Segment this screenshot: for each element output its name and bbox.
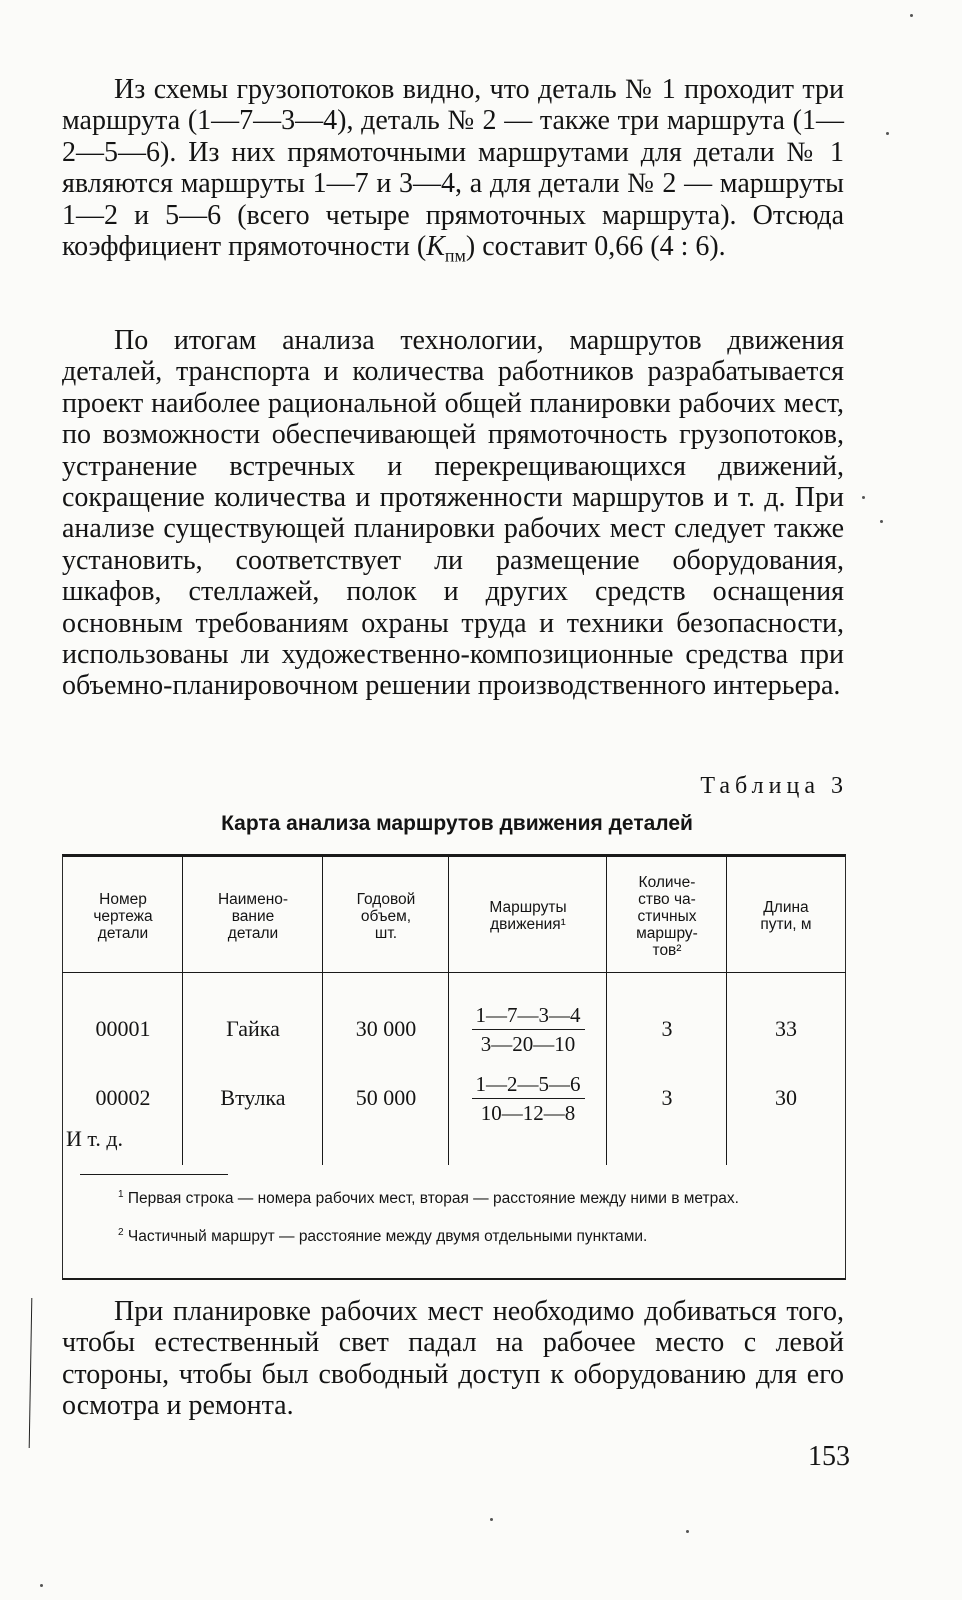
cell-route	[450, 1067, 606, 1129]
cell-length: 33	[775, 1016, 797, 1041]
scan-speck	[886, 132, 889, 135]
table-column-rule	[726, 857, 727, 1165]
cell-length: 30	[775, 1085, 797, 1110]
header-routes: Маршруты движения¹	[489, 899, 567, 933]
cell-count: 3	[661, 1085, 673, 1110]
table-column-rule	[448, 857, 449, 1165]
cell-number: 00001	[95, 1016, 151, 1041]
cell-count: 3	[661, 1016, 673, 1041]
header-annual-volume: Годовой объем, шт.	[356, 890, 416, 942]
table-column-rule	[322, 857, 323, 1165]
scan-speck	[910, 14, 913, 17]
table-title: Карта анализа маршрутов движения деталей	[221, 812, 693, 835]
table-header-rule	[62, 972, 846, 973]
coefficient-symbol: K	[426, 231, 445, 263]
cell-volume: 50 000	[355, 1085, 417, 1110]
margin-pencil-mark	[29, 1298, 33, 1448]
header-part-name: Наимено- вание детали	[217, 890, 289, 942]
page-number: 153	[808, 1441, 850, 1472]
scan-speck	[880, 520, 883, 523]
route-workplaces: 1—7—3—4	[472, 1003, 585, 1030]
scan-speck	[40, 1584, 43, 1587]
cell-route	[450, 998, 606, 1060]
paragraph-3: При планировке рабочих мест необходимо добиваться того, чтобы естественный свет падал на рабочее место с левой стороны, чтобы был свободный доступ к оборудованию для его осмотра и ремонта.	[62, 1296, 844, 1422]
paragraph-1: Из схемы грузопотоков видно, что деталь № 1 проходит три маршрута (1—7—3—4), деталь № 2 — также три маршрута (1—2—5—6). Из них прямоточными маршрутами для детали № 1 являются маршруты 1—7 и 3—4, а для детали № 2 — маршруты 1—2 и 5—6 (всего четыре прямоточных маршрута). Отсюда коэффициент прямоточности $(K_{пм})$ составит 0,66 (4 : 6).	[62, 74, 844, 266]
paragraph-2: По итогам анализа технологии, маршрутов движения деталей, транспорта и количества работников разрабатывается проект наиболее рациональной общей планировки рабочих мест, по возможности обеспечивающей прямоточность грузопотоков, устранение встречных и перекрещивающихся движений, сокращение количества и протяженности маршрутов и т. д. При анализе существующей планировки рабочих мест следует также установить, соответствует ли размещение оборудования, шкафов, стеллажей, полок и других средств оснащения основным требованиям охраны труда и техники безопасности, использованы ли художественно-композиционные средства при объемно-планировочном решении производственного интерьера.	[62, 325, 844, 702]
header-drawing-number: Номер чертежа детали	[93, 890, 153, 942]
coefficient-subscript: пм	[444, 245, 466, 266]
cell-volume: 30 000	[355, 1016, 417, 1041]
footnote-2: $^2$ Частичный маршрут — расстояние между двумя отдельными пунктами.	[118, 1227, 648, 1246]
route-distances: 3—20—10	[480, 1031, 576, 1056]
footnote-1: $^1$ Первая строка — номера рабочих мест, вторая — расстояние между ними в метрах.	[118, 1189, 739, 1208]
table-column-rule	[182, 857, 183, 1165]
scan-speck	[686, 1530, 689, 1533]
header-partial-routes-count: Количе- ство ча- стичных маршру- тов²	[636, 873, 698, 959]
scan-speck	[490, 1518, 493, 1521]
table-caption: Таблица 3	[700, 773, 848, 799]
table-etc: И т. д.	[66, 1126, 124, 1151]
cell-name: Втулка	[220, 1085, 286, 1110]
route-distances: 10—12—8	[480, 1100, 576, 1125]
cell-name: Гайка	[226, 1016, 280, 1041]
route-workplaces: 1—2—5—6	[472, 1072, 585, 1099]
paragraph-1-text: Из схемы грузопотоков видно, что деталь № 1 проходит три маршрута (1—7—3—4), деталь № 2 — также три маршрута (1—2—5—6). Из них прямоточными маршрутами для детали № 1 являются маршруты 1—7 и 3—4, а для детали № 2 — маршруты 1—2 и 5—6 (всего четыре прямоточных маршрута). Отсюда коэффициент прямоточности	[62, 74, 844, 263]
paragraph-1-tail: составит 0,66 (4 : 6).	[482, 231, 726, 263]
header-path-length: Длина пути, м	[760, 899, 812, 933]
scan-speck	[862, 496, 865, 499]
footnote-rule	[80, 1174, 228, 1175]
cell-number: 00002	[95, 1085, 151, 1110]
table-column-rule	[606, 857, 607, 1165]
